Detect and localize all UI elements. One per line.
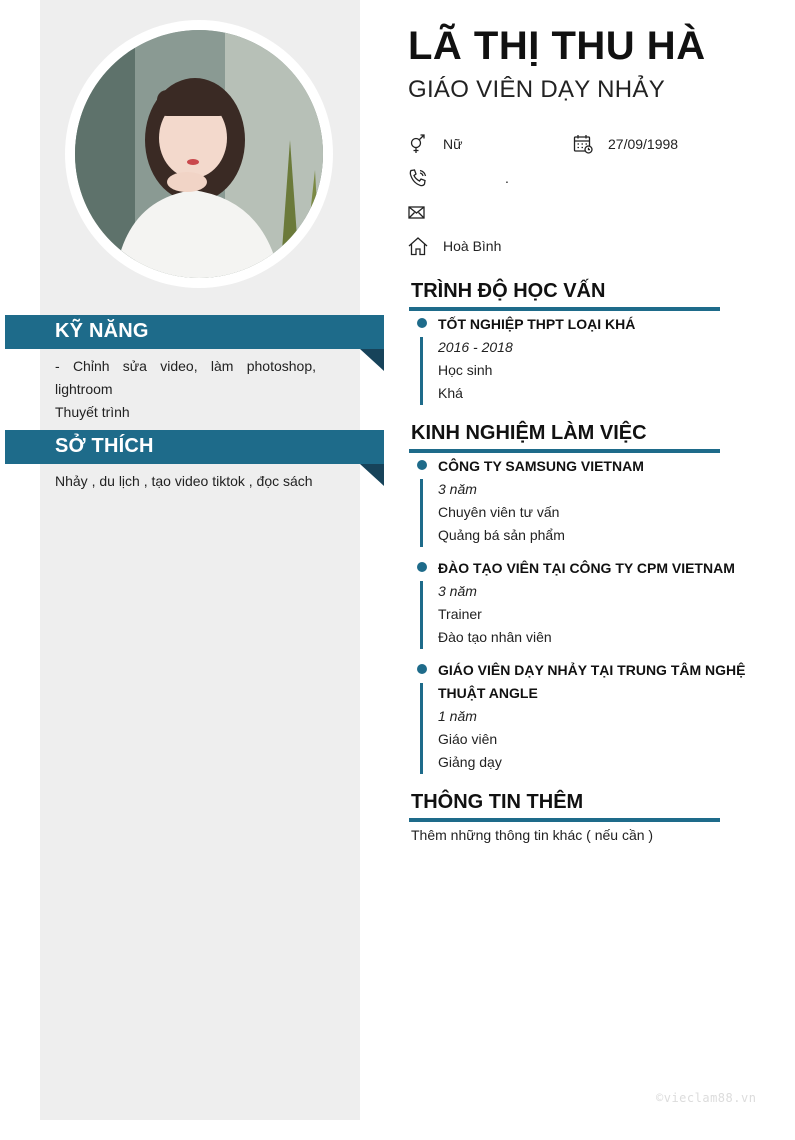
- phone-value: .: [505, 170, 509, 186]
- avatar-portrait: [75, 30, 323, 278]
- experience-rule: [409, 449, 720, 453]
- entry-line: Giảng dạy: [438, 754, 502, 770]
- timeline-line: [420, 581, 423, 649]
- timeline-line: [420, 337, 423, 405]
- skills-header: [5, 315, 384, 349]
- hobbies-title: SỞ THÍCH: [55, 435, 154, 457]
- entry-line: Chuyên viên tư vấn: [438, 504, 560, 520]
- skill-item: - Chỉnh sửa video, làm photoshop, lightroom: [55, 358, 316, 397]
- timeline-dot: [417, 562, 427, 572]
- phone-icon: [408, 168, 428, 188]
- skills-list: [55, 355, 316, 424]
- birthday-value: 27/09/1998: [608, 136, 679, 152]
- entry-date: 3 năm: [438, 481, 477, 497]
- calendar-icon: [573, 134, 593, 154]
- skill-item: Thuyết trình: [55, 404, 130, 420]
- experience-entry: [411, 455, 781, 550]
- entry-line: Trainer: [438, 606, 482, 622]
- email-row: [408, 202, 443, 222]
- entry-heading: ĐÀO TẠO VIÊN TẠI CÔNG TY CPM VIETNAM: [438, 560, 735, 576]
- hobbies-text: [55, 470, 316, 493]
- experience-title: KINH NGHIỆM LÀM VIỆC: [411, 422, 647, 444]
- gender-row: [408, 134, 462, 154]
- timeline-dot: [417, 460, 427, 470]
- phone-row: [408, 168, 509, 188]
- birthday-row: [573, 134, 678, 154]
- education-rule: [409, 307, 720, 311]
- watermark: ©vieclam88.vn: [656, 1091, 757, 1105]
- entry-line: Quảng bá sản phẩm: [438, 527, 565, 543]
- skills-header-fold: [360, 349, 384, 371]
- hobbies-header-fold: [360, 464, 384, 486]
- entry-date: 1 năm: [438, 708, 477, 724]
- address-value: Hoà Bình: [443, 238, 502, 254]
- extra-rule: [409, 818, 720, 822]
- gender-value: Nữ: [443, 136, 463, 152]
- entry-heading: GIÁO VIÊN DẠY NHẢY TẠI TRUNG TÂM NGHỆ THUẬT ANGLE: [438, 662, 746, 701]
- experience-entry: [411, 659, 781, 777]
- candidate-name: LÃ THỊ THU HÀ: [408, 24, 706, 68]
- home-icon: [408, 236, 428, 256]
- hobbies-header: [5, 430, 384, 464]
- experience-entry: [411, 557, 781, 652]
- avatar: [75, 30, 323, 278]
- timeline-dot: [417, 664, 427, 674]
- entry-line: Khá: [438, 385, 463, 401]
- job-title: GIÁO VIÊN DẠY NHẢY: [408, 76, 666, 103]
- address-row: [408, 236, 501, 256]
- entry-line: Đào tạo nhân viên: [438, 629, 552, 645]
- timeline-line: [420, 479, 423, 547]
- entry-line: Học sinh: [438, 362, 493, 378]
- timeline-dot: [417, 318, 427, 328]
- skills-title: KỸ NĂNG: [55, 320, 149, 342]
- hobbies-text-line: Nhảy , du lịch , tạo video tiktok , đọc sách: [55, 473, 313, 489]
- extra-text: Thêm những thông tin khác ( nếu cần ): [411, 827, 654, 843]
- education-title: TRÌNH ĐỘ HỌC VẤN: [411, 280, 606, 302]
- education-entry: [411, 313, 781, 408]
- timeline-line: [420, 683, 423, 774]
- entry-heading: TỐT NGHIỆP THPT LOẠI KHÁ: [438, 316, 636, 332]
- entry-date: 3 năm: [438, 583, 477, 599]
- mail-icon: [408, 202, 428, 222]
- gender-icon: [408, 134, 428, 154]
- entry-line: Giáo viên: [438, 731, 498, 747]
- entry-date: 2016 - 2018: [438, 339, 513, 355]
- entry-heading: CÔNG TY SAMSUNG VIETNAM: [438, 458, 644, 474]
- extra-title: THÔNG TIN THÊM: [411, 791, 584, 813]
